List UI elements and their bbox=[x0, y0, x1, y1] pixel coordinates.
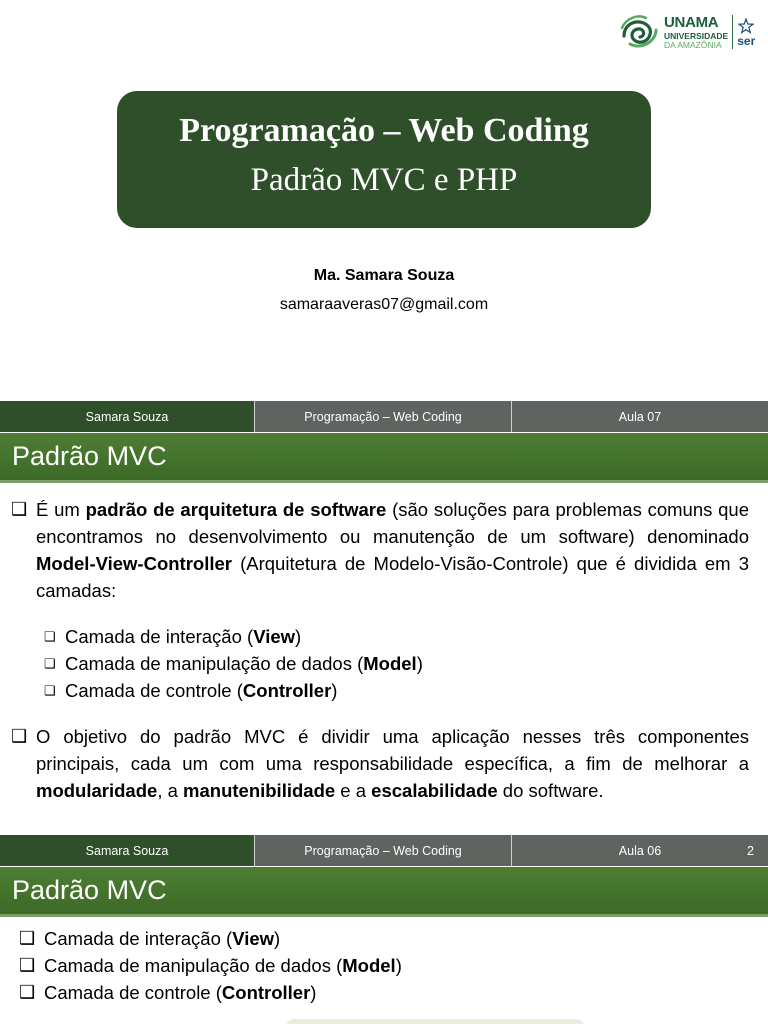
logo-divider bbox=[732, 15, 733, 49]
layer-post: ) bbox=[274, 928, 281, 949]
bullet2-bold-2: manutenibilidade bbox=[183, 780, 336, 801]
presentation-subtitle: Padrão MVC e PHP bbox=[250, 162, 518, 198]
presentation-title: Programação – Web Coding bbox=[179, 112, 589, 149]
bullet2-text-1: O objetivo do padrão MVC é dividir uma aplicação nesses três componentes principais, cada um com uma responsabilidade específica, a fim de melhorar a bbox=[36, 726, 749, 774]
checkbox-bullet-icon: ❑ bbox=[44, 629, 56, 644]
list-item bbox=[19, 952, 739, 979]
layers-list-slide3 bbox=[19, 925, 739, 1006]
bullet2-text-2: , a bbox=[157, 780, 184, 801]
layers-list bbox=[44, 623, 644, 704]
bullet2-text-3: e a bbox=[335, 780, 372, 801]
footer-lesson bbox=[512, 835, 768, 866]
footer-course: Programação – Web Coding bbox=[254, 835, 512, 866]
layer-pre: Camada de manipulação de dados ( bbox=[44, 955, 343, 976]
slide2-heading: Padrão MVC bbox=[0, 433, 768, 480]
bullet2-text-4: do software. bbox=[497, 780, 604, 801]
bullet2-bold-3: escalabilidade bbox=[371, 780, 498, 801]
logo-line-2: DA AMAZÔNIA bbox=[664, 40, 722, 50]
ser-star-icon bbox=[738, 18, 754, 34]
footer-course: Programação – Web Coding bbox=[254, 401, 512, 432]
slide2-footer-bar bbox=[0, 401, 768, 432]
checkbox-bullet-icon: ❑ bbox=[19, 982, 36, 1002]
layer-post: ) bbox=[310, 982, 317, 1003]
list-item bbox=[44, 623, 644, 650]
checkbox-bullet-icon: ❑ bbox=[11, 499, 28, 519]
list-item bbox=[19, 979, 739, 1006]
slide3-heading: Padrão MVC bbox=[0, 867, 768, 914]
layer-name: Controller bbox=[221, 982, 311, 1003]
bullet2-bold-1: modularidade bbox=[36, 780, 158, 801]
layer-post: ) bbox=[395, 955, 402, 976]
layer-post: ) bbox=[331, 680, 338, 701]
layer-name: Model bbox=[342, 955, 396, 976]
layer-pre: Camada de controle ( bbox=[65, 680, 243, 701]
ser-wordmark: ser bbox=[737, 33, 756, 48]
unama-swirl-logo-icon bbox=[618, 14, 660, 50]
bullet1-bold-1: padrão de arquitetura de software bbox=[85, 499, 387, 520]
layer-post: ) bbox=[295, 626, 302, 647]
slide3-footer-bar bbox=[0, 835, 768, 866]
unama-logo bbox=[618, 12, 762, 52]
footer-lesson-label: Aula 06 bbox=[618, 843, 662, 858]
layer-name: Controller bbox=[242, 680, 332, 701]
list-item bbox=[19, 925, 739, 952]
bullet1-text-1: É um bbox=[36, 499, 86, 520]
author-name: Ma. Samara Souza bbox=[313, 267, 455, 284]
layer-pre: Camada de interação ( bbox=[44, 928, 233, 949]
bullet-definition bbox=[11, 496, 749, 604]
logo-brand-name: UNAMA bbox=[664, 13, 719, 31]
title-box bbox=[117, 91, 651, 228]
footer-author: Samara Souza bbox=[0, 401, 254, 432]
checkbox-bullet-icon: ❑ bbox=[44, 656, 56, 671]
next-slide-shape-edge bbox=[285, 1019, 585, 1024]
footer-lesson: Aula 07 bbox=[512, 401, 768, 432]
checkbox-bullet-icon: ❑ bbox=[11, 726, 28, 746]
bullet-objective bbox=[11, 723, 749, 804]
layer-pre: Camada de interação ( bbox=[65, 626, 254, 647]
checkbox-bullet-icon: ❑ bbox=[44, 683, 56, 698]
author-email: samaraaveras07@gmail.com bbox=[279, 296, 489, 313]
layer-name: View bbox=[253, 626, 296, 647]
bullet1-bold-2: Model-View-Controller bbox=[36, 553, 232, 574]
checkbox-bullet-icon: ❑ bbox=[19, 955, 36, 975]
list-item bbox=[44, 650, 644, 677]
checkbox-bullet-icon: ❑ bbox=[19, 928, 36, 948]
layer-name: View bbox=[232, 928, 275, 949]
bullet1-text-3: (Arquitetura de Modelo-Visão-Controle) que é dividida em 3 camadas: bbox=[36, 553, 749, 601]
layer-pre: Camada de controle ( bbox=[44, 982, 222, 1003]
bullet1-text-2: (são soluções para problemas comuns que encontramos no desenvolvimento ou manutenção de um software) denominado bbox=[36, 499, 750, 547]
footer-author: Samara Souza bbox=[0, 835, 254, 866]
layer-name: Model bbox=[363, 653, 417, 674]
list-item bbox=[44, 677, 644, 704]
logo-line-1: UNIVERSIDADE bbox=[664, 30, 729, 41]
layer-post: ) bbox=[416, 653, 423, 674]
layer-pre: Camada de manipulação de dados ( bbox=[65, 653, 364, 674]
page-number: 2 bbox=[747, 843, 754, 858]
